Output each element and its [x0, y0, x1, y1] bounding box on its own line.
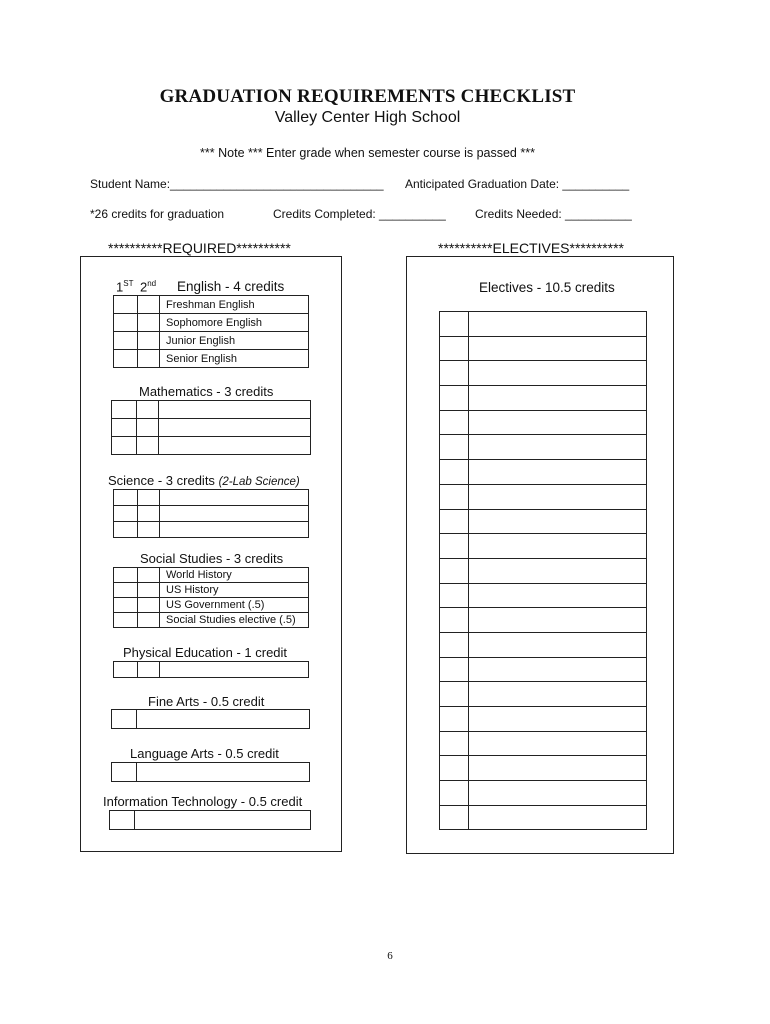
- elective-row: [440, 312, 647, 337]
- grade-cell[interactable]: [440, 682, 469, 707]
- grade-cell[interactable]: [440, 781, 469, 806]
- grade-cell-second[interactable]: [138, 598, 160, 613]
- course-entry[interactable]: [159, 419, 311, 437]
- credits-needed-field[interactable]: Credits Needed: __________: [475, 207, 632, 221]
- pe-label: Physical Education - 1 credit: [123, 645, 288, 660]
- grade-cell-first[interactable]: [114, 350, 138, 368]
- course-entry[interactable]: [160, 662, 309, 678]
- elective-course-entry[interactable]: [469, 756, 647, 781]
- course-entry[interactable]: [160, 490, 309, 506]
- elective-course-entry[interactable]: [469, 731, 647, 756]
- math-table: [111, 400, 311, 455]
- elective-row: [440, 583, 647, 608]
- fine-arts-label: Fine Arts - 0.5 credit: [148, 694, 265, 709]
- grade-cell-second[interactable]: [138, 490, 160, 506]
- grade-cell-second[interactable]: [137, 419, 159, 437]
- anticipated-graduation-field[interactable]: Anticipated Graduation Date: __________: [405, 177, 630, 191]
- course-name: US Government (.5): [160, 598, 309, 613]
- english-row: [114, 296, 309, 314]
- required-panel: [80, 256, 342, 852]
- elective-course-entry[interactable]: [469, 435, 647, 460]
- grade-cell-second[interactable]: [138, 583, 160, 598]
- english-row: [114, 314, 309, 332]
- grade-cell-second[interactable]: [138, 314, 160, 332]
- student-name-field[interactable]: Student Name:________________________________: [90, 177, 384, 191]
- elective-row: [440, 558, 647, 583]
- english-table: [113, 295, 309, 368]
- course-name: Senior English: [160, 350, 309, 368]
- elective-row: [440, 336, 647, 361]
- course-entry[interactable]: [160, 506, 309, 522]
- science-label: Science - 3 credits (2-Lab Science): [108, 473, 300, 488]
- elective-row: [440, 484, 647, 509]
- elective-course-entry[interactable]: [469, 361, 647, 386]
- grade-cell-first[interactable]: [114, 314, 138, 332]
- grade-cell-first[interactable]: [114, 568, 138, 583]
- language-arts-label: Language Arts - 0.5 credit: [130, 746, 279, 761]
- grade-cell-second[interactable]: [138, 296, 160, 314]
- elective-course-entry[interactable]: [469, 707, 647, 732]
- elective-row: [440, 534, 647, 559]
- grade-cell-second[interactable]: [138, 350, 160, 368]
- grade-cell[interactable]: [440, 386, 469, 411]
- grade-cell[interactable]: [440, 312, 469, 337]
- elective-row: [440, 435, 647, 460]
- instruction-note: *** Note *** Enter grade when semester course is passed ***: [200, 146, 535, 160]
- elective-row: [440, 682, 647, 707]
- grade-cell[interactable]: [440, 361, 469, 386]
- grade-cell-first[interactable]: [114, 662, 138, 678]
- social-studies-label: Social Studies - 3 credits: [140, 551, 284, 566]
- grade-cell-first[interactable]: [114, 583, 138, 598]
- course-name: Freshman English: [160, 296, 309, 314]
- elective-row: [440, 460, 647, 485]
- page-number: 6: [387, 950, 393, 962]
- elective-course-entry[interactable]: [469, 312, 647, 337]
- elective-row: [440, 781, 647, 806]
- semester-first-header: 1ST: [116, 279, 134, 295]
- grade-cell-second[interactable]: [138, 522, 160, 538]
- language-arts-table: [111, 762, 310, 782]
- grade-cell-first[interactable]: [114, 506, 138, 522]
- grade-cell-second[interactable]: [138, 662, 160, 678]
- page-title: GRADUATION REQUIREMENTS CHECKLIST: [159, 86, 576, 107]
- grade-cell[interactable]: [440, 805, 469, 830]
- grade-cell[interactable]: [440, 509, 469, 534]
- electives-heading: **********ELECTIVES**********: [438, 240, 624, 256]
- elective-course-entry[interactable]: [469, 509, 647, 534]
- grade-cell[interactable]: [440, 583, 469, 608]
- elective-course-entry[interactable]: [469, 336, 647, 361]
- elective-course-entry[interactable]: [469, 632, 647, 657]
- info-tech-table: [109, 810, 311, 830]
- grade-cell-second[interactable]: [138, 613, 160, 628]
- elective-course-entry[interactable]: [469, 682, 647, 707]
- grade-cell[interactable]: [440, 632, 469, 657]
- elective-course-entry[interactable]: [469, 410, 647, 435]
- grade-cell[interactable]: [440, 756, 469, 781]
- elective-row: [440, 707, 647, 732]
- grade-cell-first[interactable]: [114, 490, 138, 506]
- elective-row: [440, 509, 647, 534]
- grade-cell[interactable]: [440, 336, 469, 361]
- elective-row: [440, 805, 647, 830]
- course-name: Junior English: [160, 332, 309, 350]
- semester-second-header: 2nd: [140, 279, 157, 295]
- grade-cell[interactable]: [440, 657, 469, 682]
- elective-course-entry[interactable]: [469, 805, 647, 830]
- grade-cell-first[interactable]: [112, 401, 137, 419]
- grade-cell-first[interactable]: [114, 522, 138, 538]
- elective-row: [440, 632, 647, 657]
- course-name: Sophomore English: [160, 314, 309, 332]
- grade-cell[interactable]: [440, 558, 469, 583]
- credits-for-graduation: *26 credits for graduation: [90, 207, 225, 221]
- course-entry[interactable]: [160, 522, 309, 538]
- grade-cell[interactable]: [110, 811, 135, 830]
- english-row: [114, 350, 309, 368]
- grade-cell-first[interactable]: [114, 598, 138, 613]
- math-label: Mathematics - 3 credits: [139, 384, 274, 399]
- grade-cell-first[interactable]: [114, 332, 138, 350]
- grade-cell-first[interactable]: [112, 437, 137, 455]
- social-studies-table: [113, 567, 309, 628]
- elective-row: [440, 410, 647, 435]
- elective-row: [440, 361, 647, 386]
- science-table: [113, 489, 309, 538]
- pe-table: [113, 661, 309, 678]
- elective-course-entry[interactable]: [469, 657, 647, 682]
- elective-row: [440, 731, 647, 756]
- grade-cell-first[interactable]: [114, 613, 138, 628]
- grade-cell-second[interactable]: [138, 568, 160, 583]
- course-entry[interactable]: [159, 437, 311, 455]
- elective-course-entry[interactable]: [469, 608, 647, 633]
- course-entry[interactable]: [159, 401, 311, 419]
- elective-course-entry[interactable]: [469, 781, 647, 806]
- grade-cell-second[interactable]: [138, 332, 160, 350]
- grade-cell-second[interactable]: [138, 506, 160, 522]
- credits-completed-field[interactable]: Credits Completed: __________: [273, 207, 446, 221]
- electives-panel: [406, 256, 674, 854]
- grade-cell[interactable]: [112, 763, 137, 782]
- grade-cell-first[interactable]: [112, 419, 137, 437]
- grade-cell[interactable]: [440, 435, 469, 460]
- elective-course-entry[interactable]: [469, 484, 647, 509]
- elective-row: [440, 657, 647, 682]
- grade-cell[interactable]: [440, 484, 469, 509]
- electives-table: [439, 311, 647, 830]
- course-name: World History: [160, 568, 309, 583]
- english-label: English - 4 credits: [177, 279, 285, 294]
- grade-cell[interactable]: [440, 608, 469, 633]
- elective-row: [440, 608, 647, 633]
- elective-row: [440, 386, 647, 411]
- course-name: Social Studies elective (.5): [160, 613, 309, 628]
- course-entry[interactable]: [135, 811, 311, 830]
- elective-course-entry[interactable]: [469, 558, 647, 583]
- info-tech-label: Information Technology - 0.5 credit: [103, 794, 303, 809]
- course-name: US History: [160, 583, 309, 598]
- english-row: [114, 332, 309, 350]
- elective-course-entry[interactable]: [469, 460, 647, 485]
- elective-course-entry[interactable]: [469, 583, 647, 608]
- grade-cell-first[interactable]: [114, 296, 138, 314]
- grade-cell-second[interactable]: [137, 401, 159, 419]
- grade-cell[interactable]: [112, 710, 137, 729]
- school-name: Valley Center High School: [274, 109, 461, 126]
- electives-label: Electives - 10.5 credits: [479, 280, 615, 295]
- course-entry[interactable]: [137, 763, 310, 782]
- course-entry[interactable]: [137, 710, 310, 729]
- required-heading: **********REQUIRED**********: [108, 240, 291, 256]
- elective-course-entry[interactable]: [469, 534, 647, 559]
- grade-cell[interactable]: [440, 534, 469, 559]
- grade-cell[interactable]: [440, 707, 469, 732]
- grade-cell[interactable]: [440, 731, 469, 756]
- grade-cell[interactable]: [440, 410, 469, 435]
- grade-cell-second[interactable]: [137, 437, 159, 455]
- elective-row: [440, 756, 647, 781]
- fine-arts-table: [111, 709, 310, 729]
- elective-course-entry[interactable]: [469, 386, 647, 411]
- grade-cell[interactable]: [440, 460, 469, 485]
